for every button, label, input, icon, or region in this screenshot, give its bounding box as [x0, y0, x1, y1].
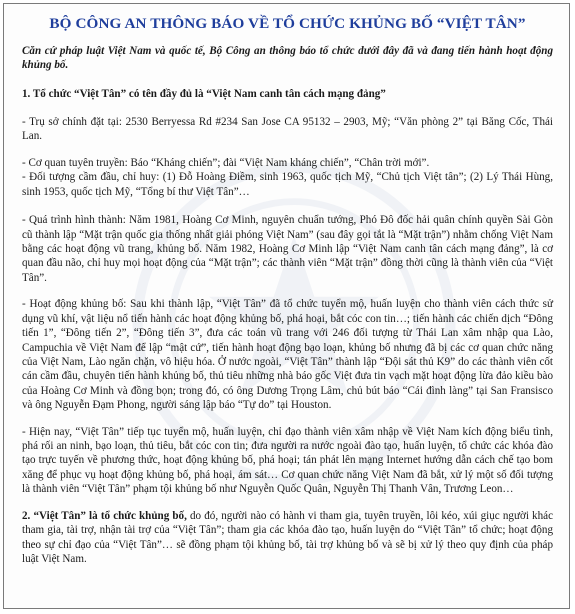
headquarters-paragraph: - Trụ sở chính đặt tại: 2530 Berryessa Rd #234 San Jose CA 95132 – 2903, Mỹ; “Văn phòng 2” tại Băng Cốc, Thái Lan. — [22, 116, 553, 143]
section-1-heading: 1. Tổ chức “Việt Tân” có tên đầy đủ là “Việt Nam canh tân cách mạng đảng” — [22, 87, 386, 100]
section-2-heading: 2. “Việt Tân” là tổ chức khủng bố, — [22, 509, 187, 522]
history-paragraph: - Quá trình hình thành: Năm 1981, Hoàng Cơ Minh, nguyên chuẩn tướng, Phó Đô đốc hải quân chính quyền Sài Gòn cũ thành lập “Mặt trận quốc gia thống nhất giải phóng Việt Nam” (sau đây gọi tắt là “Mặt trận”) nhằm chống Việt Nam bằng các hoạt động vũ trang, khủng bố. Năm 1982, Hoàng Cơ Minh lập “Việt Nam canh tân cách mạng đảng”, là cơ quan đầu não, chỉ huy mọi hoạt động của “Mặt trận”; các thành viên “Mặt trận” đồng thời cũng là thành viên của “Việt Tân”. — [22, 214, 553, 284]
notice-frame — [3, 3, 570, 609]
activities-paragraph: - Hoạt động khủng bố: Sau khi thành lập, “Việt Tân” đã tổ chức tuyển mộ, huấn luyện cho thành viên cách thức sử dụng vũ khí, vật liệu nổ tiến hành các hoạt động khủng bố, phá hoại, bắt cóc con tin…; tiến hành các chiến dịch “Đông tiến 1”, “Đông tiến 2”, “Đông tiến 3”, đưa các toán vũ trang với 246 đối tượng từ Thái Lan xâm nhập qua Lào, Campuchia về Việt Nam để lập “mật cứ”, tiến hành hoạt động bạo loạn, khủng bố nhưng đã bị các cơ quan chức năng của Việt Nam, Lào ngăn chặn, vô hiệu hóa. Ở nước ngoài, “Việt Tân” thành lập “Đội sát thủ K9” do các thành viên cốt cán cầm đầu, chuyên tiến hành khủng bố, thủ tiêu những nhà báo gốc Việt đưa tin vạch mặt hoạt động lừa đảo kiều bào của Hoàng Cơ Minh và đồng bọn; trong đó, có ông Dương Trọng Lâm, chủ bút báo “Cái đình làng” tại San Fransisco và ông Nguyễn Đạm Phong, người sáng lập báo “Tự do” tại Houston. — [22, 298, 553, 412]
notice-content — [4, 4, 569, 566]
section-2-text: do đó, người nào có hành vi tham gia, tuyên truyền, lôi kéo, xúi giục người khác tham gia, tài trợ, nhận tài trợ của “Việt Tân”; tham gia các khóa đào tạo, huấn luyện do “Việt Tân” tổ chức; hoạt động theo sự chỉ đạo của “Việt Tân”… sẽ đồng phạm tội khủng bố, tài trợ khủng bố và sẽ bị xử lý theo quy định của pháp luật Việt Nam. — [22, 509, 553, 565]
notice-intro: Căn cứ pháp luật Việt Nam và quốc tế, Bộ Công an thông báo tổ chức dưới đây đã và đang tiến hành hoạt động khủng bố. — [22, 44, 553, 72]
notice-title: BỘ CÔNG AN THÔNG BÁO VỀ TỔ CHỨC KHỦNG BỐ “VIỆT TÂN” — [49, 15, 526, 32]
media-paragraph: - Cơ quan tuyên truyền: Báo “Kháng chiến”; đài “Việt Nam kháng chiến”, “Chân trời mới”. — [22, 156, 430, 169]
section-2-paragraph — [22, 509, 553, 567]
current-activities-paragraph: - Hiện nay, “Việt Tân” tiếp tục tuyển mộ, huấn luyện, chỉ đạo thành viên xâm nhập về Việt Nam kích động biểu tình, phá rối an ninh, bạo loạn, thủ tiêu, bắt cóc con tin; đưa người ra nước ngoài đào tạo, huấn luyện, tổ chức các khóa đào tạo trực tuyến về phương thức, hoạt động khủng bố, phá hoại; tán phát lên mạng Internet hướng dẫn cách chế tạo bom xăng để phục vụ hoạt động khủng bố, phá hoại, ám sát… Cơ quan chức năng Việt Nam đã bắt, xử lý một số đối tượng là thành viên “Việt Tân” phạm tội khủng bố như Nguyễn Quốc Quân, Nguyễn Thị Thanh Vân, Trương Leon… — [22, 425, 553, 496]
leaders-paragraph: - Đối tượng cầm đầu, chỉ huy: (1) Đỗ Hoàng Điềm, sinh 1963, quốc tịch Mỹ, “Chủ tịch Việt tân”; (2) Lý Thái Hùng, sinh 1953, quốc tịch Mỹ, “Tổng bí thư Việt Tân”… — [22, 171, 553, 198]
